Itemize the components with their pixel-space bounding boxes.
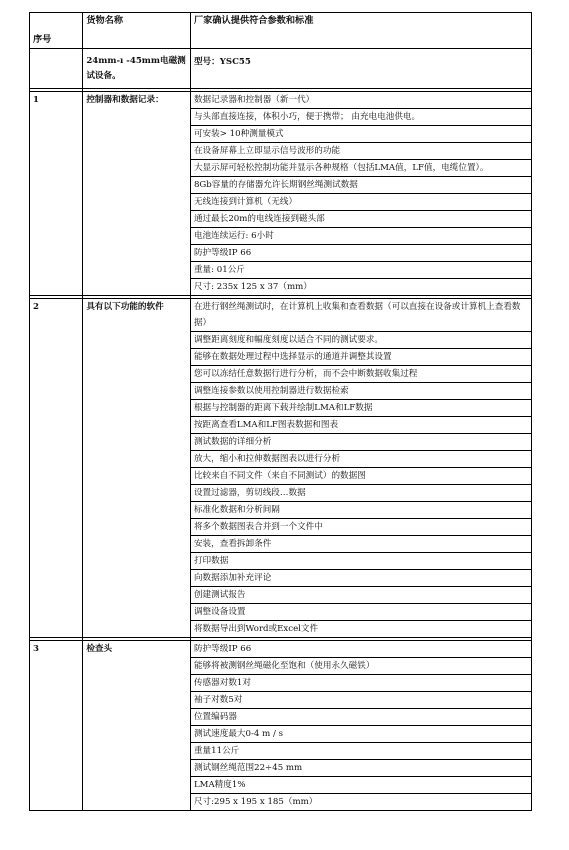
spec-item: 能够在数据处理过程中选择显示的通道并调整其设置 xyxy=(190,349,531,366)
spec-item-row xyxy=(30,641,532,658)
spec-item: LMA精度1% xyxy=(190,777,531,794)
section-name: 检查头 xyxy=(83,641,191,811)
spec-item: 无线连接到计算机（无线） xyxy=(190,194,531,211)
spec-item: 防护等级IP 66 xyxy=(190,641,531,658)
spec-item: 向数据添加补充评论 xyxy=(190,570,531,587)
spec-item: 调整连接参数以使用控制器进行数据检索 xyxy=(190,383,531,400)
spec-item: 在设备屏幕上立即显示信号波形的功能 xyxy=(190,143,531,160)
spec-item: 通过最长20m的电线连接到磁头部 xyxy=(190,211,531,228)
spec-item: 可安装> 10种测量模式 xyxy=(190,126,531,143)
model-row xyxy=(30,49,532,89)
spec-item: 测试钢丝绳范围22÷45 mm xyxy=(190,760,531,777)
spec-item: 在进行钢丝绳测试时，在计算机上收集和查看数据（可以直接在设备或计算机上查看数据） xyxy=(190,299,531,332)
spec-item: 测试数据的详细分析 xyxy=(190,434,531,451)
section-number: 1 xyxy=(30,92,83,296)
header-col-spec: 厂家确认提供符合参数和标准 xyxy=(190,13,531,49)
spec-item: 安装，查看拆卸条件 xyxy=(190,536,531,553)
spec-item: 按距离查看LMA和LF图表数据和图表 xyxy=(190,417,531,434)
spec-item: 8Gb容量的存储器允许长期钢丝绳测试数据 xyxy=(190,177,531,194)
spec-item: 将多个数据图表合并到一个文件中 xyxy=(190,519,531,536)
spec-item: 放大，缩小和拉伸数据图表以进行分析 xyxy=(190,451,531,468)
spec-item: 尺寸:295 x 195 x 185（mm） xyxy=(190,794,531,811)
spec-table xyxy=(29,12,532,811)
spec-item: 大显示屏可轻松控制功能并显示各种规格（包括LMA值，LF值，电缆位置）。 xyxy=(190,160,531,177)
spec-item-row xyxy=(30,92,532,109)
spec-item: 位置编码器 xyxy=(190,709,531,726)
section-number: 3 xyxy=(30,641,83,811)
spec-document xyxy=(29,12,532,811)
model-row-name: 24mm-ı -45mm电磁测试设备。 xyxy=(83,49,191,89)
spec-item: 将数据导出到Word或Excel文件 xyxy=(190,621,531,638)
spec-item: 创建测试报告 xyxy=(190,587,531,604)
spec-item: 能够将被测钢丝绳磁化至饱和（使用永久磁铁） xyxy=(190,658,531,675)
spec-item: 标准化数据和分析间隔 xyxy=(190,502,531,519)
spec-item: 传感器对数1对 xyxy=(190,675,531,692)
spec-item: 数据记录器和控制器（新一代） xyxy=(190,92,531,109)
spec-item: 重量11公斤 xyxy=(190,743,531,760)
spec-item: 尺寸: 235x 125 x 37（mm） xyxy=(190,279,531,296)
header-col-name: 货物名称 xyxy=(83,13,191,49)
section-name: 具有以下功能的软件 xyxy=(83,299,191,638)
section-number: 2 xyxy=(30,299,83,638)
spec-item: 重量: 01公斤 xyxy=(190,262,531,279)
spec-item: 与头部直接连接，体积小巧，便于携带； 由充电电池供电。 xyxy=(190,109,531,126)
model-row-model: 型号：YSC55 xyxy=(190,49,531,89)
spec-item: 打印数据 xyxy=(190,553,531,570)
spec-item: 根据与控制器的距离下载并绘制LMA和LF数据 xyxy=(190,400,531,417)
header-row xyxy=(30,13,532,49)
spec-item: 测试速度最大0-4 m / s xyxy=(190,726,531,743)
spec-item: 比较来自不同文件（来自不同测试）的数据图 xyxy=(190,468,531,485)
spec-item: 调整距离刻度和幅度刻度以适合不同的测试要求。 xyxy=(190,332,531,349)
spec-item-row xyxy=(30,299,532,332)
section-name: 控制器和数据记录： xyxy=(83,92,191,296)
spec-item: 袖子对数5对 xyxy=(190,692,531,709)
model-row-no xyxy=(30,49,83,89)
spec-item: 设置过滤器，剪切线段…数据 xyxy=(190,485,531,502)
spec-item: 调整设备设置 xyxy=(190,604,531,621)
spec-item: 您可以冻结任意数据行进行分析，而不会中断数据收集过程 xyxy=(190,366,531,383)
header-col-no: 序号 xyxy=(30,13,83,49)
spec-item: 电池连续运行: 6小时 xyxy=(190,228,531,245)
spec-item: 防护等级IP 66 xyxy=(190,245,531,262)
